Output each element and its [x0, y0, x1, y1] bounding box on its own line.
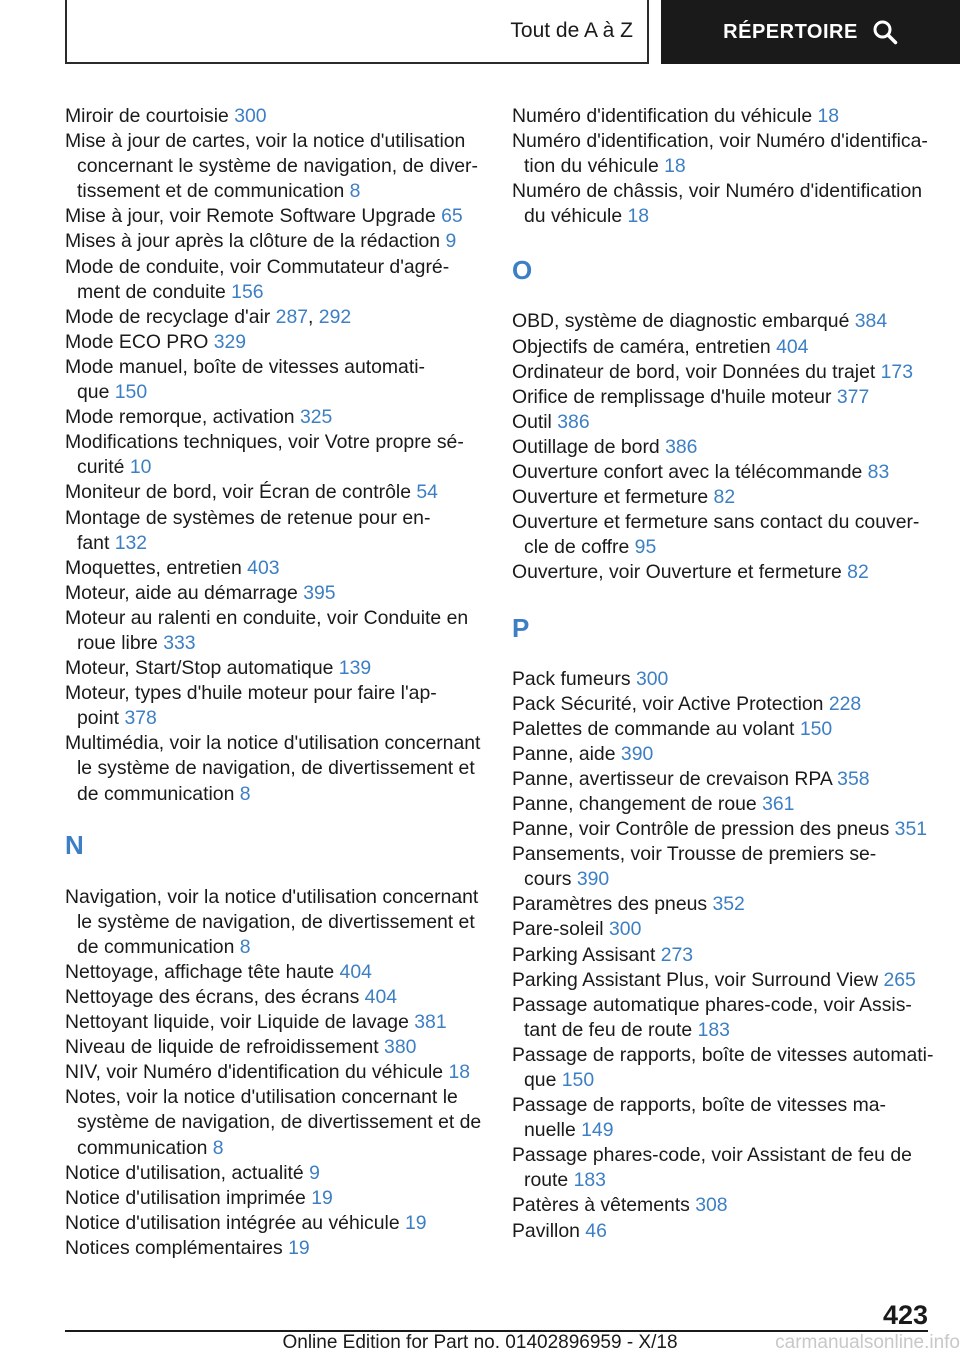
page-link[interactable]: 8	[349, 180, 361, 203]
index-label: RÉPERTOIRE	[723, 20, 858, 43]
entry-text: Mode manuel, boîte de vitesses automati-	[65, 355, 425, 378]
entry-text: Numéro de châssis, voir Numéro d'identification	[512, 180, 923, 203]
index-entry	[65, 1161, 490, 1186]
index-entry	[512, 510, 942, 560]
entry-text: fant	[77, 531, 115, 554]
index-entry	[65, 480, 490, 505]
entry-text: communication	[77, 1136, 213, 1159]
entry-text: Passage automatique phares-code, voir Assis-	[512, 993, 912, 1016]
entry-text: Pansements, voir Trousse de premiers se-	[512, 843, 877, 866]
entry-text: Palettes de commande au volant	[512, 717, 800, 740]
index-entry	[65, 1060, 490, 1085]
page-link[interactable]: 149	[581, 1119, 614, 1142]
entry-text: de communication	[77, 935, 240, 958]
index-entry	[512, 842, 942, 892]
index-entry	[512, 993, 942, 1043]
page-link[interactable]: 273	[660, 943, 694, 966]
entry-text: Pack fumeurs	[512, 667, 636, 690]
page-link[interactable]: 19	[311, 1186, 333, 1209]
page-link[interactable]: 381	[414, 1011, 447, 1034]
entry-text: Montage de systèmes de retenue pour en-	[65, 506, 431, 529]
page-link[interactable]: 404	[364, 986, 398, 1008]
entry-text: Modifications techniques, voir Votre propre sé-	[65, 431, 464, 454]
page-link[interactable]: 54	[416, 481, 438, 504]
entry-text: Numéro d'identification, voir Numéro d'identifica-	[512, 130, 928, 153]
index-entry	[65, 355, 490, 405]
page-link[interactable]: 83	[867, 461, 890, 484]
entry-text: Orifice de remplissage d'huile moteur	[512, 385, 837, 408]
entry-text: Multimédia, voir la notice d'utilisation concernant	[65, 732, 481, 755]
entry-text: Parking Assistant Plus, voir Surround View	[512, 968, 884, 991]
entry-text: Objectifs de caméra, entretien	[512, 335, 777, 358]
index-entry	[512, 767, 942, 792]
index-entry	[65, 960, 490, 985]
page-link[interactable]: 404	[776, 335, 809, 358]
page-link[interactable]: 300	[635, 667, 669, 690]
entry-text: Notices complémentaires	[65, 1236, 289, 1259]
index-letter-heading: O	[512, 255, 533, 286]
page-link[interactable]: 18	[627, 205, 650, 228]
page-link[interactable]: 390	[576, 868, 610, 891]
entry-text: Nettoyage, affichage tête haute	[65, 960, 340, 983]
entry-text: Panne, voir Contrôle de pression des pneus	[512, 818, 895, 841]
entry-text: Moteur, Start/Stop automatique	[65, 657, 339, 680]
page-link[interactable]: 351	[894, 818, 928, 841]
entry-text: Patères à vêtements	[512, 1194, 696, 1217]
page-link[interactable]: 150	[561, 1069, 595, 1091]
index-entry	[65, 556, 490, 581]
page-link[interactable]: 82	[713, 486, 736, 509]
index-entry	[512, 410, 942, 435]
entry-text: tissement et de communication	[77, 180, 350, 203]
entry-text: cours	[524, 868, 577, 891]
index-entry	[512, 129, 942, 179]
index-entry	[65, 204, 490, 229]
index-entry	[512, 667, 942, 692]
index-entry	[512, 792, 942, 817]
index-entry	[512, 917, 942, 942]
page-link[interactable]: 395	[303, 581, 336, 604]
entry-text: Paramètres des pneus	[512, 893, 713, 916]
page-link[interactable]: 8	[239, 935, 251, 958]
page-link[interactable]: 228	[828, 692, 862, 715]
index-entry	[512, 309, 942, 334]
page-link[interactable]: 8	[239, 782, 251, 805]
index-entry	[512, 892, 942, 917]
entry-text: point	[77, 707, 125, 730]
index-entry	[512, 460, 942, 485]
entry-text: Outil	[512, 410, 558, 433]
entry-text: Nettoyant liquide, voir Liquide de lavage	[65, 1011, 415, 1034]
entry-text: Moniteur de bord, voir Écran de contrôle	[65, 481, 417, 504]
entry-text: curité	[77, 456, 130, 479]
entry-text: Panne, aide	[512, 742, 621, 765]
index-entry	[65, 255, 490, 305]
page-link[interactable]: 150	[799, 717, 833, 740]
entry-text: Ouverture, voir Ouverture et fermeture	[512, 561, 848, 584]
index-entry	[65, 581, 490, 606]
index-entry	[512, 1043, 942, 1093]
entry-text: Notes, voir la notice d'utilisation concernant le	[65, 1086, 458, 1109]
page-link[interactable]: 9	[445, 230, 457, 253]
page-link[interactable]: 386	[665, 435, 698, 458]
page-link[interactable]: 333	[163, 631, 196, 654]
entry-text: Passage de rapports, boîte de vitesses automati-	[512, 1043, 934, 1066]
page-link[interactable]: 95	[634, 536, 657, 559]
page-link[interactable]: 183	[697, 1018, 730, 1041]
entry-text: Miroir de courtoisie	[65, 105, 235, 127]
index-entry	[65, 1010, 490, 1035]
index-entry	[512, 1193, 942, 1218]
index-column-right	[512, 104, 942, 1244]
index-entry: Mode de recyclage d'air 287, 292	[65, 305, 352, 328]
page-link[interactable]: 65	[441, 205, 463, 228]
entry-text: Panne, avertisseur de crevaison RPA	[512, 767, 838, 790]
index-entry	[65, 1035, 490, 1060]
index-entry	[65, 506, 490, 556]
entry-text: que	[524, 1069, 562, 1091]
page-link[interactable]: 384	[854, 310, 888, 333]
page-number: 423	[882, 1300, 928, 1330]
search-icon[interactable]	[872, 19, 898, 45]
index-entry	[512, 104, 942, 129]
index-entry	[65, 681, 490, 731]
entry-text: Moteur au ralenti en conduite, voir Conduite en	[65, 606, 469, 629]
index-entry	[65, 656, 490, 681]
entry-text: le système de navigation, de divertissement et	[77, 757, 475, 780]
index-entry	[65, 1236, 490, 1261]
page-link[interactable]: 390	[620, 742, 654, 765]
page-link[interactable]: 18	[817, 105, 840, 127]
entry-text: Ouverture confort avec la télécommande	[512, 461, 868, 484]
index-entry	[512, 742, 942, 767]
entry-text: Notice d'utilisation, actualité	[65, 1161, 310, 1184]
index-entry	[65, 430, 490, 480]
index-entry	[65, 1211, 490, 1236]
entry-text: système de navigation, de divertissement et de	[77, 1111, 482, 1134]
index-entry	[512, 717, 942, 742]
index-column-left	[65, 104, 490, 1261]
page-link[interactable]: 10	[129, 456, 152, 479]
entry-text: Notice d'utilisation intégrée au véhicule	[65, 1211, 406, 1234]
entry-text: Mise à jour de cartes, voir la notice d'utilisation	[65, 130, 466, 153]
page-link[interactable]: 18	[448, 1061, 471, 1084]
page-link[interactable]: 156	[231, 280, 264, 303]
entry-text: Niveau de liquide de refroidissement	[65, 1036, 385, 1059]
page-link[interactable]: 404	[339, 960, 372, 983]
entry-text: Mode de recyclage d'air	[65, 305, 276, 328]
page-link[interactable]: 380	[384, 1036, 417, 1059]
entry-text: Pavillon	[512, 1219, 586, 1242]
entry-text: Ordinateur de bord, voir Données du trajet	[512, 360, 881, 383]
section-tab[interactable]	[65, 0, 649, 64]
entry-text: nuelle	[524, 1119, 582, 1142]
page-link[interactable]: 308	[695, 1194, 728, 1217]
entry-text: Mises à jour après la clôture de la rédaction	[65, 230, 446, 253]
footer-edition: Online Edition for Part no. 01402896959 - X/18	[282, 1332, 678, 1353]
page-link[interactable]: 18	[664, 155, 686, 178]
index-entry	[65, 1186, 490, 1211]
page-link[interactable]: 132	[114, 531, 148, 554]
entry-text: Passage de rapports, boîte de vitesses ma-	[512, 1094, 887, 1117]
index-letter-heading: N	[65, 829, 84, 860]
entry-text: Mode ECO PRO	[65, 330, 214, 353]
page-link[interactable]: 8	[212, 1136, 224, 1159]
page-link[interactable]: 183	[573, 1169, 606, 1192]
page-link[interactable]: 287	[275, 305, 309, 328]
entry-text: du véhicule	[524, 205, 628, 228]
entry-text: le système de navigation, de divertissement et	[77, 910, 475, 933]
index-entry	[512, 1219, 942, 1244]
entry-text: que	[77, 381, 115, 404]
page-link[interactable]: 139	[338, 657, 372, 680]
entry-text: NIV, voir Numéro d'identification du véhicule	[65, 1061, 449, 1084]
index-entry	[65, 330, 490, 355]
entry-text: concernant le système de navigation, de diver-	[77, 155, 478, 178]
index-entry	[512, 943, 942, 968]
entry-text: tant de feu de route	[524, 1018, 698, 1041]
entry-text: Notice d'utilisation imprimée	[65, 1186, 312, 1209]
page-link[interactable]: 173	[880, 360, 913, 383]
index-entry	[65, 104, 490, 129]
index-entry	[65, 405, 490, 430]
index-entry	[512, 485, 942, 510]
page-link[interactable]: 386	[557, 410, 590, 433]
entry-text: Navigation, voir la notice d'utilisation concernant	[65, 885, 479, 908]
entry-text: cle de coffre	[524, 536, 635, 559]
entry-text: Numéro d'identification du véhicule	[512, 105, 818, 127]
index-entry	[65, 229, 490, 254]
index-entry	[512, 817, 942, 842]
index-entry	[65, 606, 490, 656]
entry-text: Pack Sécurité, voir Active Protection	[512, 692, 829, 715]
page-link[interactable]: 358	[837, 767, 870, 790]
entry-text: Moteur, aide au démarrage	[65, 581, 304, 604]
page-link[interactable]: 403	[247, 556, 280, 579]
entry-text: Mise à jour, voir Remote Software Upgrade	[65, 205, 442, 228]
page-link[interactable]: 19	[405, 1211, 427, 1234]
page-link[interactable]: 292	[318, 305, 352, 328]
index-entry	[512, 385, 942, 410]
page-link[interactable]: 9	[309, 1161, 320, 1184]
page-link[interactable]: 82	[847, 561, 869, 584]
index-entry	[65, 885, 490, 960]
page-link[interactable]: 300	[234, 105, 267, 127]
page-link[interactable]: 300	[609, 918, 642, 941]
entry-text: de communication	[77, 782, 240, 805]
index-entry	[512, 560, 942, 585]
index-entry	[512, 1143, 942, 1193]
entry-text: Nettoyage des écrans, des écrans	[65, 986, 365, 1008]
watermark: carmanualsonline.info	[775, 1332, 960, 1353]
index-entry	[65, 129, 490, 204]
page-link[interactable]: 352	[712, 893, 745, 916]
index-entry	[512, 1093, 942, 1143]
index-entry	[512, 335, 942, 360]
entry-text: Pare-soleil	[512, 918, 609, 941]
index-entry	[512, 435, 942, 460]
entry-text: route	[524, 1169, 574, 1192]
index-entry	[512, 360, 942, 385]
page-link[interactable]: 329	[213, 330, 247, 353]
entry-text: Parking Assisant	[512, 943, 661, 966]
entry-text: Moquettes, entretien	[65, 556, 248, 579]
index-entry	[512, 692, 942, 717]
entry-text: roue libre	[77, 631, 164, 654]
entry-text: Outillage de bord	[512, 435, 666, 458]
entry-text: Passage phares-code, voir Assistant de feu de	[512, 1144, 912, 1167]
entry-text: Panne, changement de roue	[512, 792, 763, 815]
page-link[interactable]: 361	[762, 792, 795, 815]
index-entry	[512, 179, 942, 229]
index-tab[interactable]	[661, 0, 960, 64]
entry-text: OBD, système de diagnostic embarqué	[512, 310, 855, 333]
index-entry	[65, 1085, 490, 1160]
index-letter-heading: P	[512, 612, 530, 643]
page-link[interactable]: 150	[114, 381, 148, 404]
section-label: Tout de A à Z	[510, 19, 633, 42]
entry-text: Mode de conduite, voir Commutateur d'agré-	[65, 255, 450, 278]
page-link[interactable]: 325	[299, 406, 333, 429]
index-entry	[65, 731, 490, 806]
entry-text: Mode remorque, activation	[65, 406, 300, 429]
page-link[interactable]: 377	[836, 385, 870, 408]
entry-text: Moteur, types d'huile moteur pour faire l'ap-	[65, 682, 437, 705]
entry-text: tion du véhicule	[524, 155, 665, 178]
page-link[interactable]: 378	[124, 707, 157, 730]
index-entry	[512, 968, 942, 993]
entry-text: Ouverture et fermeture	[512, 486, 714, 509]
entry-text: Ouverture et fermeture sans contact du couver-	[512, 511, 920, 534]
page-link[interactable]: 46	[585, 1219, 607, 1242]
page-link[interactable]: 265	[883, 968, 916, 991]
page-link[interactable]: 19	[288, 1236, 310, 1259]
index-entry	[65, 985, 490, 1010]
entry-text: ment de conduite	[77, 280, 232, 303]
